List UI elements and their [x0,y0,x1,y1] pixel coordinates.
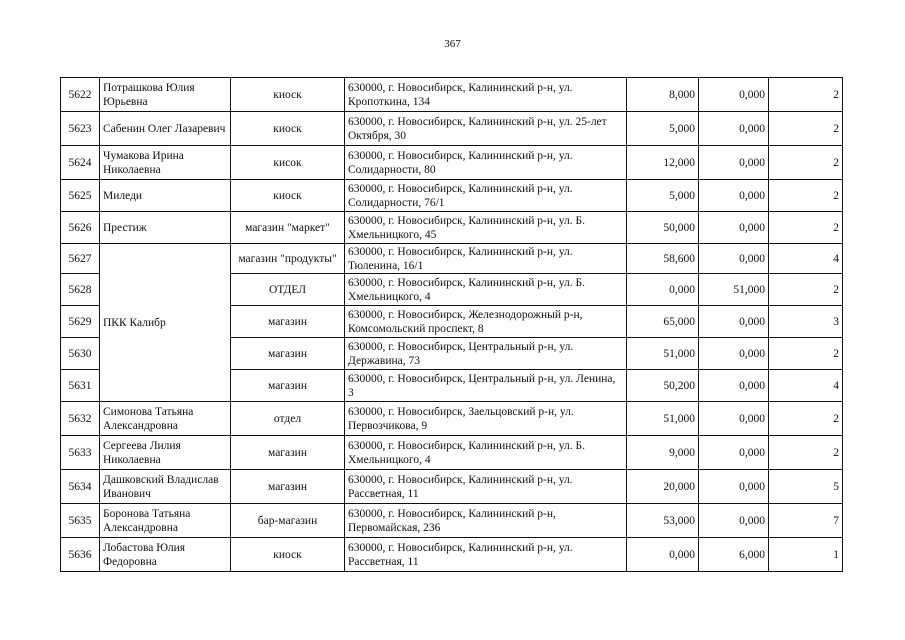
value-2: 0,000 [699,244,769,274]
row-id: 5635 [61,504,100,538]
row-id: 5627 [61,244,100,274]
table-row [61,402,843,436]
value-2: 0,000 [699,212,769,244]
value-2: 0,000 [699,78,769,112]
value-1: 8,000 [627,78,699,112]
row-id: 5623 [61,112,100,146]
value-2: 0,000 [699,402,769,436]
value-1: 50,200 [627,370,699,402]
row-id: 5629 [61,306,100,338]
count: 5 [769,470,843,504]
object-type: магазин "продукты" [231,244,345,274]
count: 7 [769,504,843,538]
row-id: 5630 [61,338,100,370]
value-2: 0,000 [699,180,769,212]
owner-name: ПКК Калибр [100,244,231,402]
owner-name: Боронова Татьяна Александровна [100,504,231,538]
count: 2 [769,212,843,244]
value-2: 0,000 [699,504,769,538]
address: 630000, г. Новосибирск, Калининский р-н, ул. Кропоткина, 134 [345,78,627,112]
address: 630000, г. Новосибирск, Калининский р-н, ул. 25-лет Октября, 30 [345,112,627,146]
row-id: 5633 [61,436,100,470]
address: 630000, г. Новосибирск, Железнодорожный р-н, Комсомольский проспект, 8 [345,306,627,338]
address: 630000, г. Новосибирск, Калининский р-н, ул. Рассветная, 11 [345,470,627,504]
object-type: магазин [231,306,345,338]
owner-name: Лобастова Юлия Федоровна [100,538,231,572]
count: 2 [769,112,843,146]
owner-name: Сабенин Олег Лазаревич [100,112,231,146]
table-row [61,112,843,146]
row-id: 5624 [61,146,100,180]
object-type: киоск [231,112,345,146]
count: 3 [769,306,843,338]
count: 4 [769,244,843,274]
owner-name: Сергеева Лилия Николаевна [100,436,231,470]
row-id: 5628 [61,274,100,306]
address: 630000, г. Новосибирск, Калининский р-н, ул. Б. Хмельницкого, 4 [345,436,627,470]
count: 1 [769,538,843,572]
value-1: 58,600 [627,244,699,274]
object-type: магазин [231,338,345,370]
object-type: отдел [231,402,345,436]
row-id: 5632 [61,402,100,436]
table-row [61,180,843,212]
address: 630000, г. Новосибирск, Калининский р-н, ул. Солидарности, 76/1 [345,180,627,212]
value-2: 0,000 [699,470,769,504]
owner-name: Потрашкова Юлия Юрьевна [100,78,231,112]
row-id: 5636 [61,538,100,572]
count: 2 [769,338,843,370]
value-2: 0,000 [699,306,769,338]
address: 630000, г. Новосибирск, Калининский р-н, ул. Б. Хмельницкого, 4 [345,274,627,306]
table-row [61,436,843,470]
value-1: 65,000 [627,306,699,338]
address: 630000, г. Новосибирск, Центральный р-н, ул. Державина, 73 [345,338,627,370]
value-1: 51,000 [627,402,699,436]
register-table [60,77,843,572]
object-type: бар-магазин [231,504,345,538]
object-type: киоск [231,538,345,572]
table-row [61,470,843,504]
address: 630000, г. Новосибирск, Калининский р-н, ул. Тюленина, 16/1 [345,244,627,274]
owner-name: Симонова Татьяна Александровна [100,402,231,436]
object-type: магазин "маркет" [231,212,345,244]
table-row [61,538,843,572]
value-2: 0,000 [699,338,769,370]
page-number: 367 [444,38,461,50]
table-row [61,244,843,274]
value-2: 0,000 [699,146,769,180]
value-1: 51,000 [627,338,699,370]
value-2: 0,000 [699,370,769,402]
count: 2 [769,436,843,470]
address: 630000, г. Новосибирск, Центральный р-н, ул. Ленина, 3 [345,370,627,402]
value-2: 0,000 [699,436,769,470]
owner-name: Дашковский Владислав Иванович [100,470,231,504]
value-1: 9,000 [627,436,699,470]
value-1: 20,000 [627,470,699,504]
value-1: 12,000 [627,146,699,180]
row-id: 5625 [61,180,100,212]
address: 630000, г. Новосибирск, Калининский р-н, ул. Солидарности, 80 [345,146,627,180]
value-1: 5,000 [627,112,699,146]
owner-name: Миледи [100,180,231,212]
address: 630000, г. Новосибирск, Калининский р-н, ул. Рассветная, 11 [345,538,627,572]
value-1: 50,000 [627,212,699,244]
owner-name: Престиж [100,212,231,244]
row-id: 5631 [61,370,100,402]
object-type: киоск [231,78,345,112]
object-type: магазин [231,436,345,470]
object-type: кисок [231,146,345,180]
object-type: киоск [231,180,345,212]
object-type: ОТДЕЛ [231,274,345,306]
count: 2 [769,402,843,436]
row-id: 5626 [61,212,100,244]
value-2: 6,000 [699,538,769,572]
row-id: 5622 [61,78,100,112]
count: 2 [769,146,843,180]
table-row [61,212,843,244]
table-row [61,504,843,538]
value-2: 51,000 [699,274,769,306]
object-type: магазин [231,370,345,402]
table-row [61,78,843,112]
count: 2 [769,274,843,306]
value-2: 0,000 [699,112,769,146]
value-1: 5,000 [627,180,699,212]
address: 630000, г. Новосибирск, Калининский р-н, ул. Б. Хмельницкого, 45 [345,212,627,244]
row-id: 5634 [61,470,100,504]
owner-name: Чумакова Ирина Николаевна [100,146,231,180]
address: 630000, г. Новосибирск, Калининский р-н, Первомайская, 236 [345,504,627,538]
value-1: 0,000 [627,274,699,306]
address: 630000, г. Новосибирск, Заельцовский р-н, ул. Первозчикова, 9 [345,402,627,436]
count: 2 [769,78,843,112]
count: 2 [769,180,843,212]
object-type: магазин [231,470,345,504]
count: 4 [769,370,843,402]
value-1: 0,000 [627,538,699,572]
value-1: 53,000 [627,504,699,538]
table-row [61,146,843,180]
